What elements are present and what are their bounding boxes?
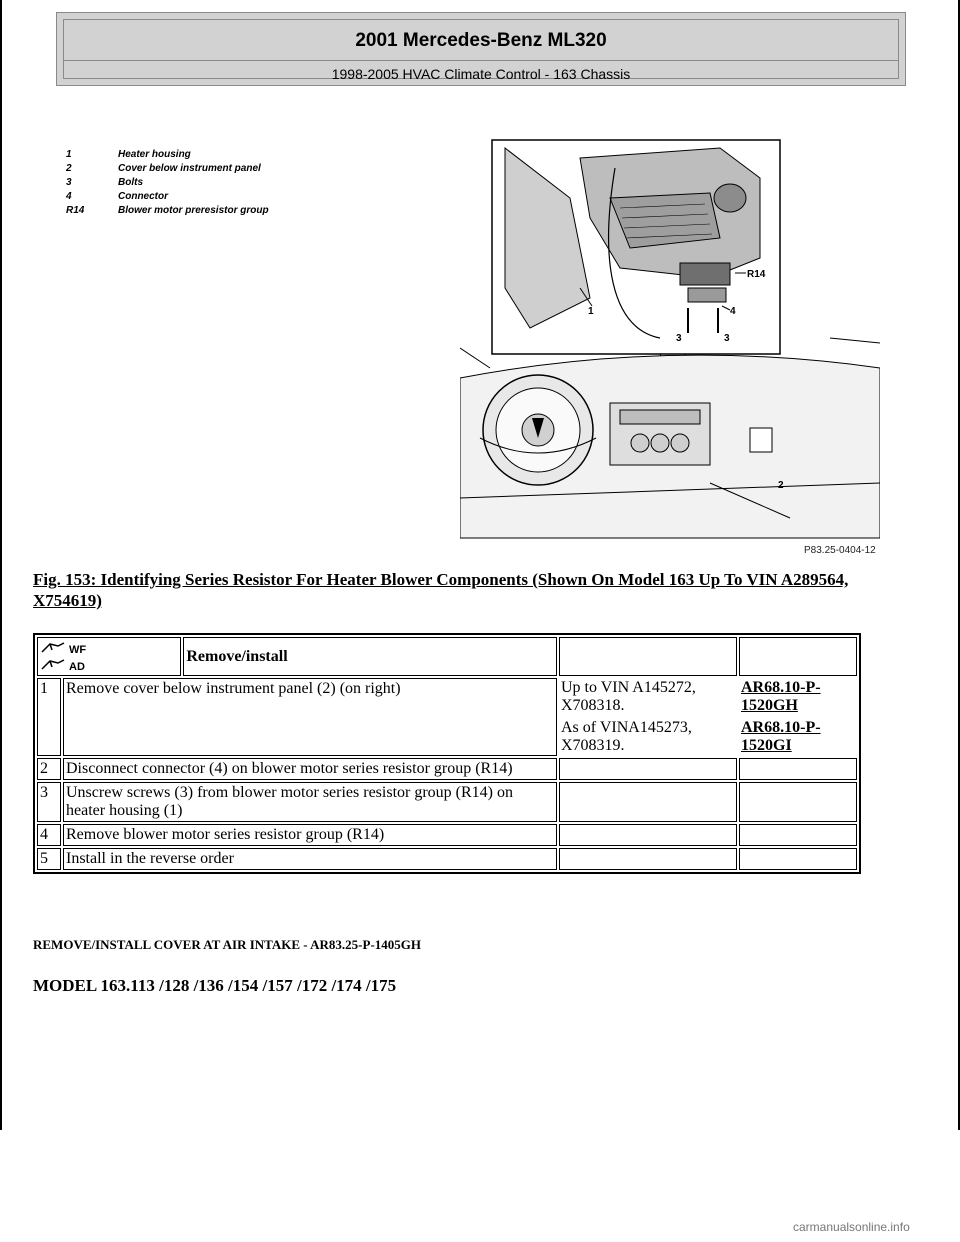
empty-cell bbox=[559, 758, 737, 780]
heading-cell: Remove/install bbox=[183, 637, 557, 676]
table-row bbox=[37, 824, 857, 846]
legend-text: Blower motor preresistor group bbox=[118, 205, 269, 216]
wf-label: WF bbox=[69, 644, 87, 656]
step-text: Install in the reverse order bbox=[63, 848, 557, 870]
heater-housing-illustration bbox=[460, 138, 880, 558]
legend-text: Cover below instrument panel bbox=[118, 163, 261, 174]
step-number: 1 bbox=[37, 678, 61, 756]
empty-cell bbox=[559, 848, 737, 870]
document-header bbox=[56, 12, 906, 86]
label-1: 1 bbox=[588, 306, 594, 317]
table-row bbox=[37, 848, 857, 870]
legend-number: 3 bbox=[66, 177, 72, 188]
wf-icon bbox=[40, 640, 94, 656]
step-number: 2 bbox=[37, 758, 61, 780]
legend-number: 2 bbox=[66, 163, 72, 174]
ad-label: AD bbox=[69, 661, 85, 673]
step-number: 5 bbox=[37, 848, 61, 870]
document-title: 2001 Mercedes-Benz ML320 bbox=[355, 30, 607, 51]
step-number: 4 bbox=[37, 824, 61, 846]
figure-reference: P83.25-0404-12 bbox=[804, 545, 876, 556]
legend-text: Heater housing bbox=[118, 149, 191, 160]
page-border-left bbox=[0, 0, 2, 1130]
empty-cell bbox=[559, 637, 737, 676]
figure-caption: Fig. 153: Identifying Series Resistor For Heater Blower Components (Shown On Model 163 Up To VIN A289564, X754619) bbox=[33, 570, 849, 610]
header-divider bbox=[64, 60, 898, 61]
step-condition: As of VINA145273, X708319. bbox=[561, 719, 692, 754]
label-r14: R14 bbox=[747, 269, 766, 280]
header-cell bbox=[37, 637, 181, 676]
empty-cell bbox=[559, 824, 737, 846]
empty-cell bbox=[739, 758, 857, 780]
label-3-right: 3 bbox=[724, 333, 730, 344]
empty-cell bbox=[559, 782, 737, 822]
table-row bbox=[37, 678, 857, 716]
empty-cell bbox=[739, 782, 857, 822]
label-4: 4 bbox=[730, 306, 736, 317]
procedure-link[interactable]: AR68.10-P-1520GI bbox=[741, 719, 821, 754]
empty-cell bbox=[739, 848, 857, 870]
document-subtitle: 1998-2005 HVAC Climate Control - 163 Chassis bbox=[331, 66, 631, 82]
detail-inset bbox=[492, 140, 780, 354]
step-text: Remove cover below instrument panel (2) (on right) bbox=[63, 678, 557, 756]
legend-number: R14 bbox=[66, 205, 85, 216]
table-header-row bbox=[37, 637, 857, 676]
empty-cell bbox=[739, 824, 857, 846]
label-3-left: 3 bbox=[676, 333, 682, 344]
header-frame bbox=[63, 19, 899, 82]
empty-cell bbox=[739, 637, 857, 676]
section-heading: REMOVE/INSTALL COVER AT AIR INTAKE - AR83.25-P-1405GH bbox=[33, 937, 422, 952]
step-text: Unscrew screws (3) from blower motor series resistor group (R14) on heater housing (1) bbox=[63, 782, 557, 822]
legend-number: 4 bbox=[66, 191, 72, 202]
legend-text: Bolts bbox=[118, 177, 143, 188]
procedure-link[interactable]: AR68.10-P-1520GH bbox=[741, 679, 821, 714]
watermark: carmanualsonline.info bbox=[793, 1220, 910, 1234]
model-heading: MODEL 163.113 /128 /136 /154 /157 /172 /174 /175 bbox=[33, 976, 397, 995]
step-text: Disconnect connector (4) on blower motor series resistor group (R14) bbox=[63, 758, 557, 780]
table-row bbox=[37, 782, 857, 822]
legend-number: 1 bbox=[66, 149, 72, 160]
table-row bbox=[37, 758, 857, 780]
remove-install-table bbox=[33, 633, 861, 874]
ad-icon bbox=[40, 657, 94, 673]
step-number: 3 bbox=[37, 782, 61, 822]
step-text: Remove blower motor series resistor group (R14) bbox=[63, 824, 557, 846]
legend-text: Connector bbox=[118, 191, 168, 202]
label-2: 2 bbox=[778, 480, 784, 491]
step-condition: Up to VIN A145272, X708318. bbox=[561, 679, 696, 714]
dashboard-view bbox=[460, 338, 880, 538]
